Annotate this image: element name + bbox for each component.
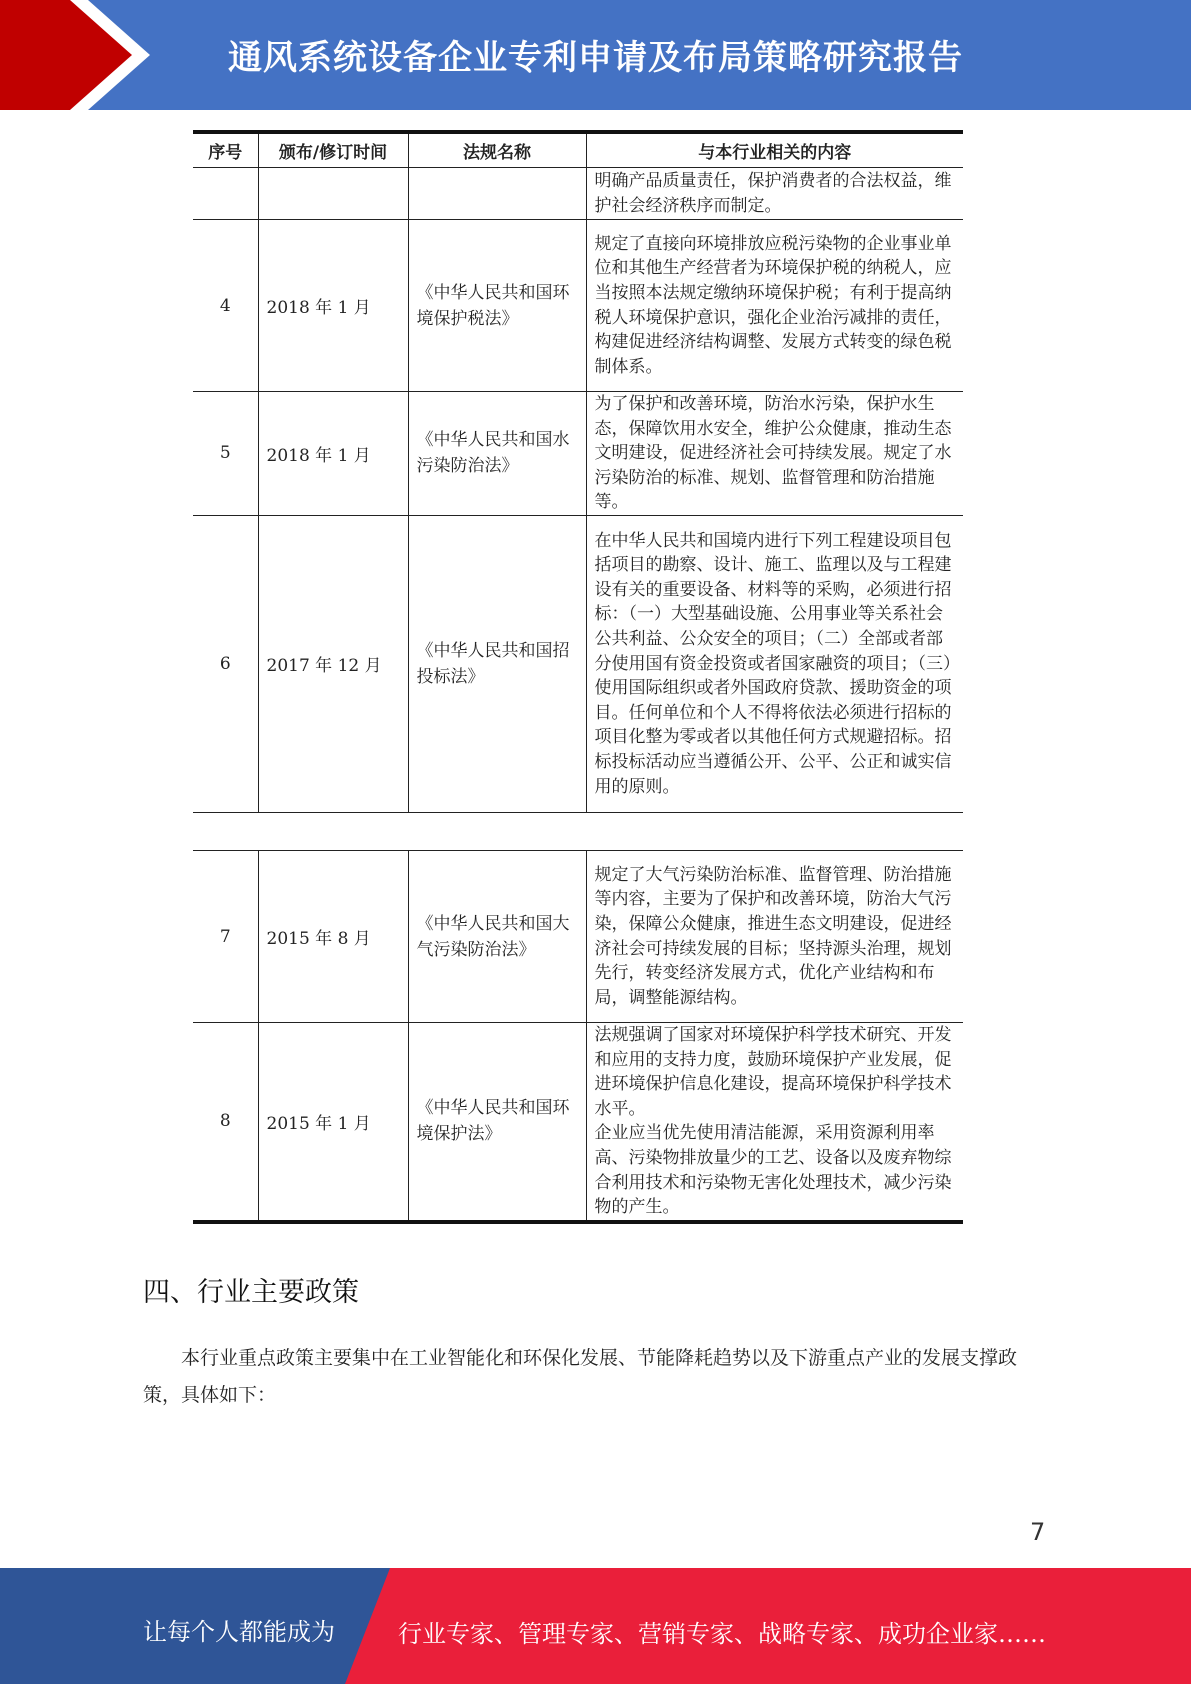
table-header-row [193, 132, 963, 168]
row-date: 2017 年 12 月 [258, 515, 408, 812]
row-law-name: 《中华人民共和国招投标法》 [408, 515, 586, 812]
row-content [586, 1023, 963, 1222]
column-header-date: 颁布/修订时间 [258, 132, 408, 168]
row-law-name: 《中华人民共和国环境保护法》 [408, 1023, 586, 1222]
report-title: 通风系统设备企业专利申请及布局策略研究报告 [228, 38, 963, 78]
page-footer [0, 1568, 1191, 1684]
row-law-name: 《中华人民共和国水污染防治法》 [408, 392, 586, 516]
table-row [193, 392, 963, 516]
table-row [193, 851, 963, 1023]
page-number: 7 [1030, 1518, 1046, 1546]
row-content: 为了保护和改善环境，防治水污染，保护水生态，保障饮用水安全，维护公众健康，推动生态文明建设，促进经济社会可持续发展。规定了水污染防治的标准、规划、监督管理和防治措施等。 [586, 392, 963, 516]
row-content: 规定了大气污染防治标准、监督管理、防治措施等内容，主要为了保护和改善环境，防治大气污染，保障公众健康，推进生态文明建设，促进经济社会可持续发展的目标；坚持源头治理，规划先行，转变经济发展方式，优化产业结构和布局，调整能源结构。 [586, 851, 963, 1023]
row-content: 规定了直接向环境排放应税污染物的企业事业单位和其他生产经营者为环境保护税的纳税人，应当按照本法规定缴纳环境保护税；有利于提高纳税人环境保护意识，强化企业治污减排的责任，构建促进经济结构调整、发展方式转变的绿色税制体系。 [586, 220, 963, 392]
row-date: 2015 年 1 月 [258, 1023, 408, 1222]
row-no: 7 [193, 851, 258, 1023]
footer-slogan-right: 行业专家、管理专家、营销专家、战略专家、成功企业家…… [398, 1620, 1046, 1648]
column-header-content: 与本行业相关的内容 [586, 132, 963, 168]
row-content: 明确产品质量责任，保护消费者的合法权益，维护社会经济秩序而制定。 [586, 168, 963, 220]
row-no: 6 [193, 515, 258, 812]
footer-slogan-left: 让每个人都能成为 [143, 1618, 335, 1646]
body-paragraph: 本行业重点政策主要集中在工业智能化和环保化发展、节能降耗趋势以及下游重点产业的发展支撑政策，具体如下： [143, 1347, 1018, 1406]
table-row [193, 220, 963, 392]
regulations-table-continued [193, 850, 963, 1224]
row-date [258, 168, 408, 220]
row-date: 2018 年 1 月 [258, 220, 408, 392]
row-content: 在中华人民共和国境内进行下列工程建设项目包括项目的勘察、设计、施工、监理以及与工程建设有关的重要设备、材料等的采购，必须进行招标：（一）大型基础设施、公用事业等关系社会公共利益、公众安全的项目；（二）全部或者部分使用国有资金投资或者国家融资的项目；（三）使用国际组织或者外国政府贷款、援助资金的项目。任何单位和个人不得将依法必须进行招标的项目化整为零或者以其他任何方式规避招标。招标投标活动应当遵循公开、公平、公正和诚实信用的原则。 [586, 515, 963, 812]
row-no: 5 [193, 392, 258, 516]
row-content-paragraph: 法规强调了国家对环境保护科学技术研究、开发和应用的支持力度，鼓励环境保护产业发展，促进环境保护信息化建设，提高环境保护科学技术水平。 [594, 1025, 952, 1119]
page-header [0, 0, 1191, 110]
row-content-paragraph: 企业应当优先使用清洁能源，采用资源利用率高、污染物排放量少的工艺、设备以及废弃物综合利用技术和污染物无害化处理技术，减少污染物的产生。 [594, 1123, 952, 1218]
row-no: 8 [193, 1023, 258, 1222]
row-date: 2015 年 8 月 [258, 851, 408, 1023]
row-law-name: 《中华人民共和国大气污染防治法》 [408, 851, 586, 1023]
section-heading: 四、行业主要政策 [143, 1277, 359, 1308]
table-row [193, 1023, 963, 1222]
row-date: 2018 年 1 月 [258, 392, 408, 516]
table-row [193, 515, 963, 812]
row-law-name: 《中华人民共和国环境保护税法》 [408, 220, 586, 392]
table-row [193, 168, 963, 220]
column-header-law-name: 法规名称 [408, 132, 586, 168]
regulations-table [193, 130, 963, 813]
column-header-no: 序号 [193, 132, 258, 168]
row-no [193, 168, 258, 220]
row-law-name [408, 168, 586, 220]
row-no: 4 [193, 220, 258, 392]
header-arrow-icon [0, 0, 138, 110]
